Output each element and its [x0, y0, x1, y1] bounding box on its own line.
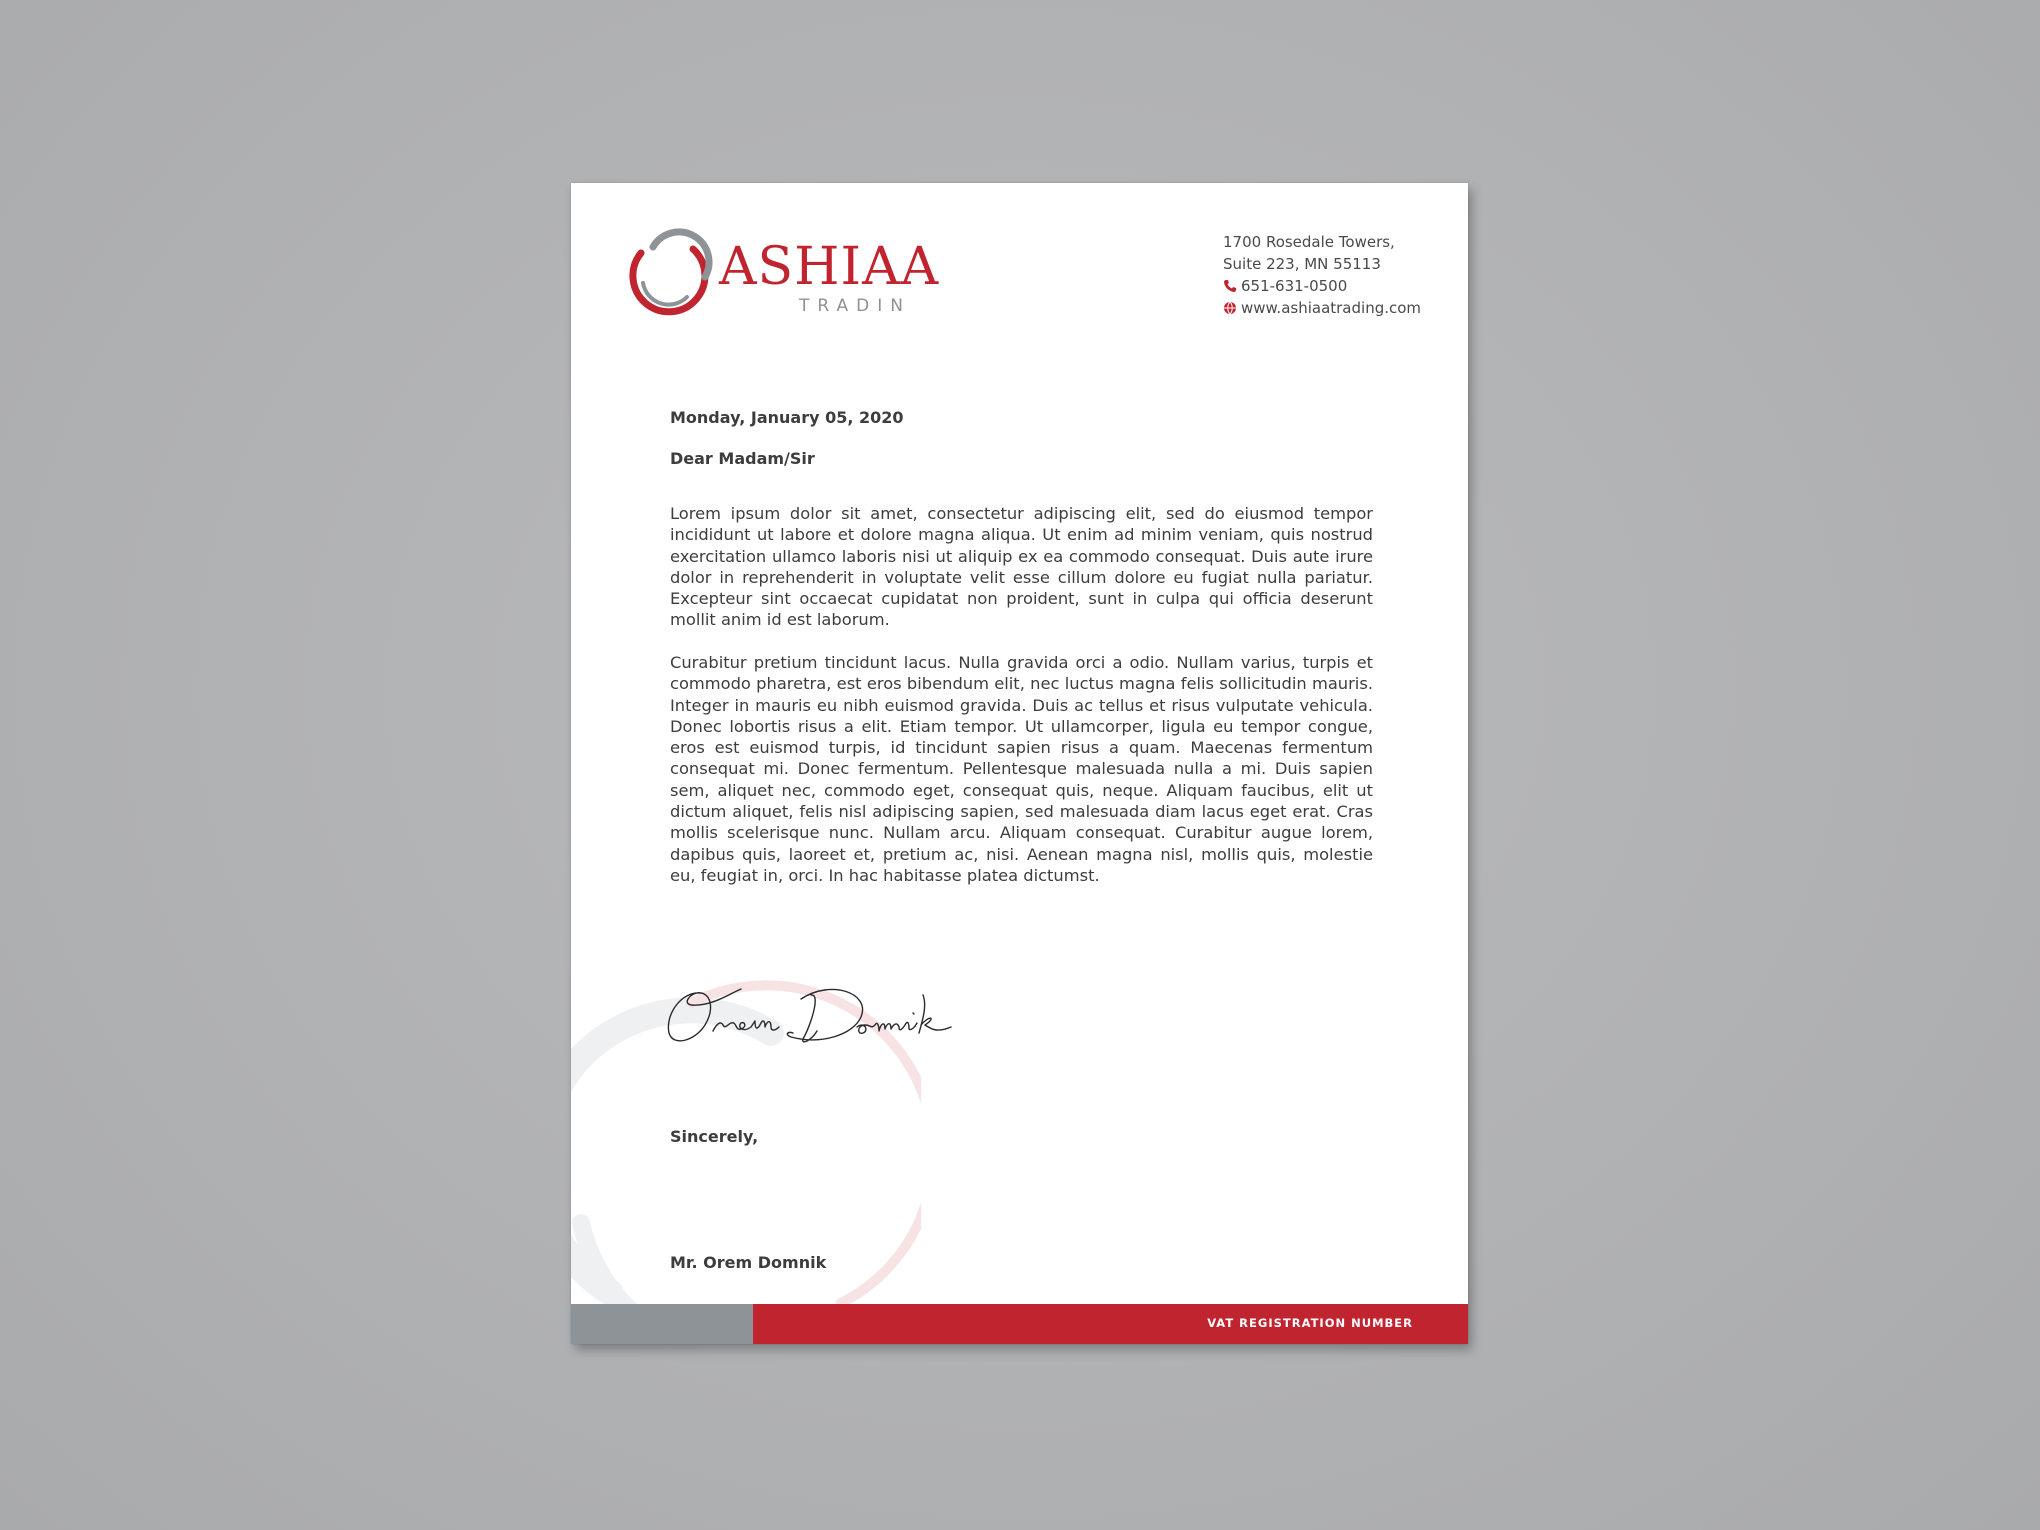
signer-name: Mr. Orem Domnik [670, 1253, 827, 1272]
globe-icon [1223, 301, 1237, 315]
website-link[interactable]: www.ashiaatrading.com [1241, 299, 1422, 317]
company-logo [621, 225, 981, 325]
phone-number: 651-631-0500 [1241, 277, 1348, 295]
letter-salutation: Dear Madam/Sir [670, 449, 815, 468]
handwritten-signature [661, 975, 1011, 1055]
footer-bar [571, 1304, 1468, 1344]
letter-paragraph-1: Lorem ipsum dolor sit amet, consectetur adipiscing elit, sed do eiusmod tempor incididunt ut labore et dolore magna aliqua. Ut enim ad minim veniam, quis nostrud exercitation ullamco laboris nisi ut aliquip ex ea commodo consequat. Duis aute irure dolor in reprehenderit in voluptate velit esse cillum dolore eu fugiat nulla pariatur. Excepteur sint occaecat cupidatat non proident, sunt in culpa qui officia deserunt mollit anim id est laborum. [670, 504, 1373, 630]
address-line-2: Suite 223, MN 55113 [1223, 255, 1381, 273]
address-line-1: 1700 Rosedale Towers, [1223, 233, 1395, 251]
phone-icon [1223, 279, 1237, 293]
contact-block [1223, 231, 1421, 319]
letter-paragraph-2: Curabitur pretium tincidunt lacus. Nulla gravida orci a odio. Nullam varius, turpis et commodo pharetra, est eros bibendum elit, nec luctus magna felis sollicitudin mauris. Integer in mauris eu nibh euismod gravida. Duis ac tellus et risus vulputate vehicula. Donec lobortis risus a elit. Etiam tempor. Ut ullamcorper, ligula eu tempor congue, eros est euismod turpis, id tincidunt sapien risus a quam. Maecenas fermentum consequat mi. Donec fermentum. Pellentesque malesuada nulla a mi. Duis sapien sem, aliquet nec, commodo eget, consequat quis, neque. Aliquam faucibus, elit ut dictum aliquet, felis nisl adipiscing sapien, sed malesuada diam lacus eget erat. Cras mollis scelerisque nunc. Nullam arcu. Aliquam consequat. Curabitur augue lorem, dapibus quis, laoreet et, pretium ac, nisi. Aenean magna nisl, mollis quis, molestie eu, feugiat in, orci. In hac habitasse platea dictumst. [670, 653, 1373, 885]
vat-registration-label: VAT REGISTRATION NUMBER [1207, 1316, 1413, 1330]
logo-tagline: TRADIN [799, 296, 911, 316]
website-row [1223, 297, 1421, 319]
logo-ring-icon [621, 225, 717, 321]
letter-closing: Sincerely, [670, 1127, 759, 1146]
footer-grey-block [571, 1304, 753, 1344]
letterhead-page [571, 183, 1468, 1344]
letter-date: Monday, January 05, 2020 [670, 408, 904, 427]
footer-red-block [753, 1304, 1468, 1344]
phone-row [1223, 275, 1421, 297]
logo-wordmark: ASHIAA [719, 237, 940, 297]
